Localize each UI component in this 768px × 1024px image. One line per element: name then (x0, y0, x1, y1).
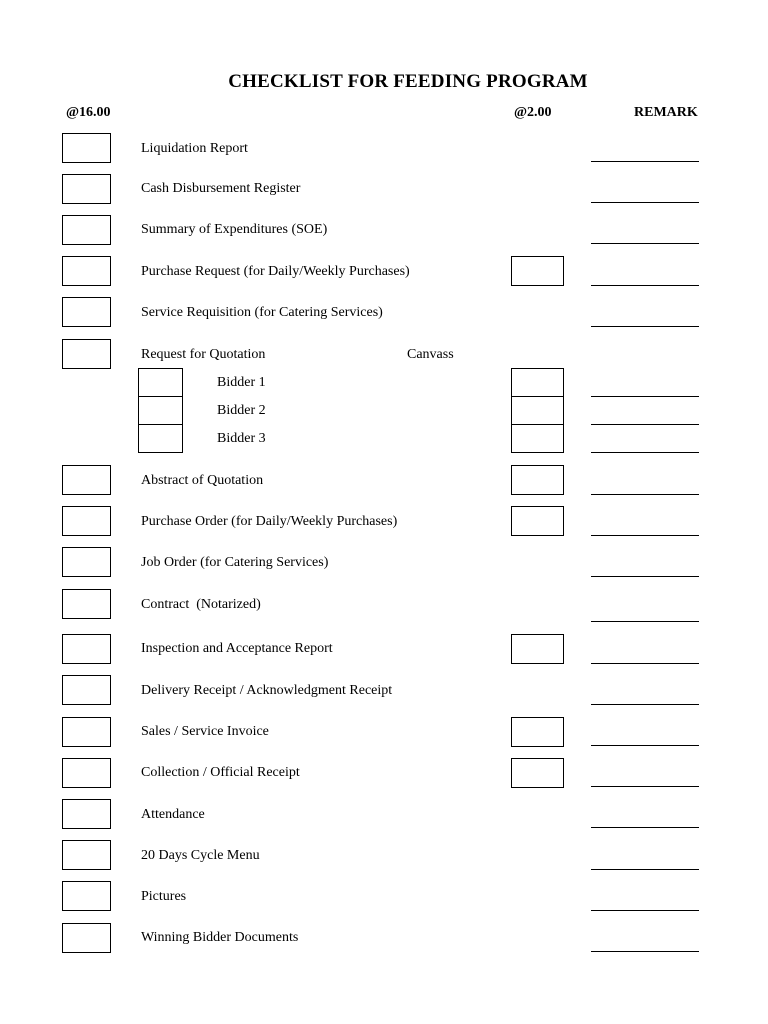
checkbox-collection-official-receipt[interactable] (62, 758, 111, 788)
header-remark: REMARK (634, 105, 698, 120)
remark-line (591, 161, 699, 162)
remark-line (591, 535, 699, 536)
checkbox-inspection-acceptance-report-rate[interactable] (511, 634, 564, 664)
remark-line (591, 910, 699, 911)
checkbox-cycle-menu[interactable] (62, 840, 111, 870)
checkbox-liquidation-report[interactable] (62, 133, 111, 163)
header-left-rate: @16.00 (66, 105, 111, 120)
checkbox-bidder-2-rate[interactable] (511, 396, 564, 425)
item-label-winning-bidder-documents: Winning Bidder Documents (141, 930, 299, 945)
remark-line (591, 786, 699, 787)
checkbox-purchase-request[interactable] (62, 256, 111, 286)
item-label-liquidation-report: Liquidation Report (141, 141, 248, 156)
remark-line (591, 704, 699, 705)
checkbox-contract[interactable] (62, 589, 111, 619)
bidder-label-2: Bidder 2 (217, 403, 266, 418)
checkbox-attendance[interactable] (62, 799, 111, 829)
checkbox-bidder-1-rate[interactable] (511, 368, 564, 397)
checkbox-purchase-order-rate[interactable] (511, 506, 564, 536)
remark-line (591, 326, 699, 327)
remark-line (591, 424, 699, 425)
remark-line (591, 202, 699, 203)
item-label-cash-disbursement-register: Cash Disbursement Register (141, 181, 301, 196)
item-label-sales-service-invoice: Sales / Service Invoice (141, 724, 269, 739)
item-label-attendance: Attendance (141, 807, 205, 822)
item-label-cycle-menu: 20 Days Cycle Menu (141, 848, 260, 863)
checkbox-delivery-receipt[interactable] (62, 675, 111, 705)
item-label-summary-of-expenditures: Summary of Expenditures (SOE) (141, 222, 328, 237)
item-label-pictures: Pictures (141, 889, 187, 904)
remark-line (591, 827, 699, 828)
checkbox-purchase-order[interactable] (62, 506, 111, 536)
bidder-label-3: Bidder 3 (217, 431, 266, 446)
checkbox-purchase-request-rate[interactable] (511, 256, 564, 286)
checkbox-sales-service-invoice-rate[interactable] (511, 717, 564, 747)
checkbox-service-requisition[interactable] (62, 297, 111, 327)
checkbox-job-order[interactable] (62, 547, 111, 577)
checkbox-request-for-quotation[interactable] (62, 339, 111, 369)
item-label-job-order: Job Order (for Catering Services) (141, 555, 329, 570)
checkbox-abstract-of-quotation[interactable] (62, 465, 111, 495)
remark-line (591, 576, 699, 577)
document-title: CHECKLIST FOR FEEDING PROGRAM (228, 71, 588, 92)
item-label-contract: Contract (Notarized) (141, 597, 261, 612)
checkbox-bidder-2[interactable] (138, 396, 183, 425)
item-label-inspection-acceptance-report: Inspection and Acceptance Report (141, 641, 333, 656)
header-middle-rate: @2.00 (514, 105, 552, 120)
item-label-abstract-of-quotation: Abstract of Quotation (141, 473, 264, 488)
remark-line (591, 243, 699, 244)
checkbox-inspection-acceptance-report[interactable] (62, 634, 111, 664)
remark-line (591, 951, 699, 952)
remark-line (591, 869, 699, 870)
checkbox-winning-bidder-documents[interactable] (62, 923, 111, 953)
remark-line (591, 494, 699, 495)
checkbox-sales-service-invoice[interactable] (62, 717, 111, 747)
item-label-delivery-receipt: Delivery Receipt / Acknowledgment Receipt (141, 683, 393, 698)
checkbox-pictures[interactable] (62, 881, 111, 911)
remark-line (591, 396, 699, 397)
checkbox-collection-official-receipt-rate[interactable] (511, 758, 564, 788)
item-label-request-for-quotation: Request for Quotation (141, 347, 266, 362)
checkbox-abstract-of-quotation-rate[interactable] (511, 465, 564, 495)
item-label-purchase-order: Purchase Order (for Daily/Weekly Purchases) (141, 514, 398, 529)
checkbox-bidder-3-rate[interactable] (511, 424, 564, 453)
item-label-purchase-request: Purchase Request (for Daily/Weekly Purchases) (141, 264, 410, 279)
remark-line (591, 452, 699, 453)
checkbox-bidder-3[interactable] (138, 424, 183, 453)
bidder-label-1: Bidder 1 (217, 375, 266, 390)
checkbox-cash-disbursement-register[interactable] (62, 174, 111, 204)
remark-line (591, 285, 699, 286)
remark-line (591, 745, 699, 746)
canvass-label: Canvass (407, 347, 454, 362)
remark-line (591, 621, 699, 622)
item-label-collection-official-receipt: Collection / Official Receipt (141, 765, 300, 780)
checkbox-summary-of-expenditures[interactable] (62, 215, 111, 245)
item-label-service-requisition: Service Requisition (for Catering Services) (141, 305, 383, 320)
checkbox-bidder-1[interactable] (138, 368, 183, 397)
remark-line (591, 663, 699, 664)
